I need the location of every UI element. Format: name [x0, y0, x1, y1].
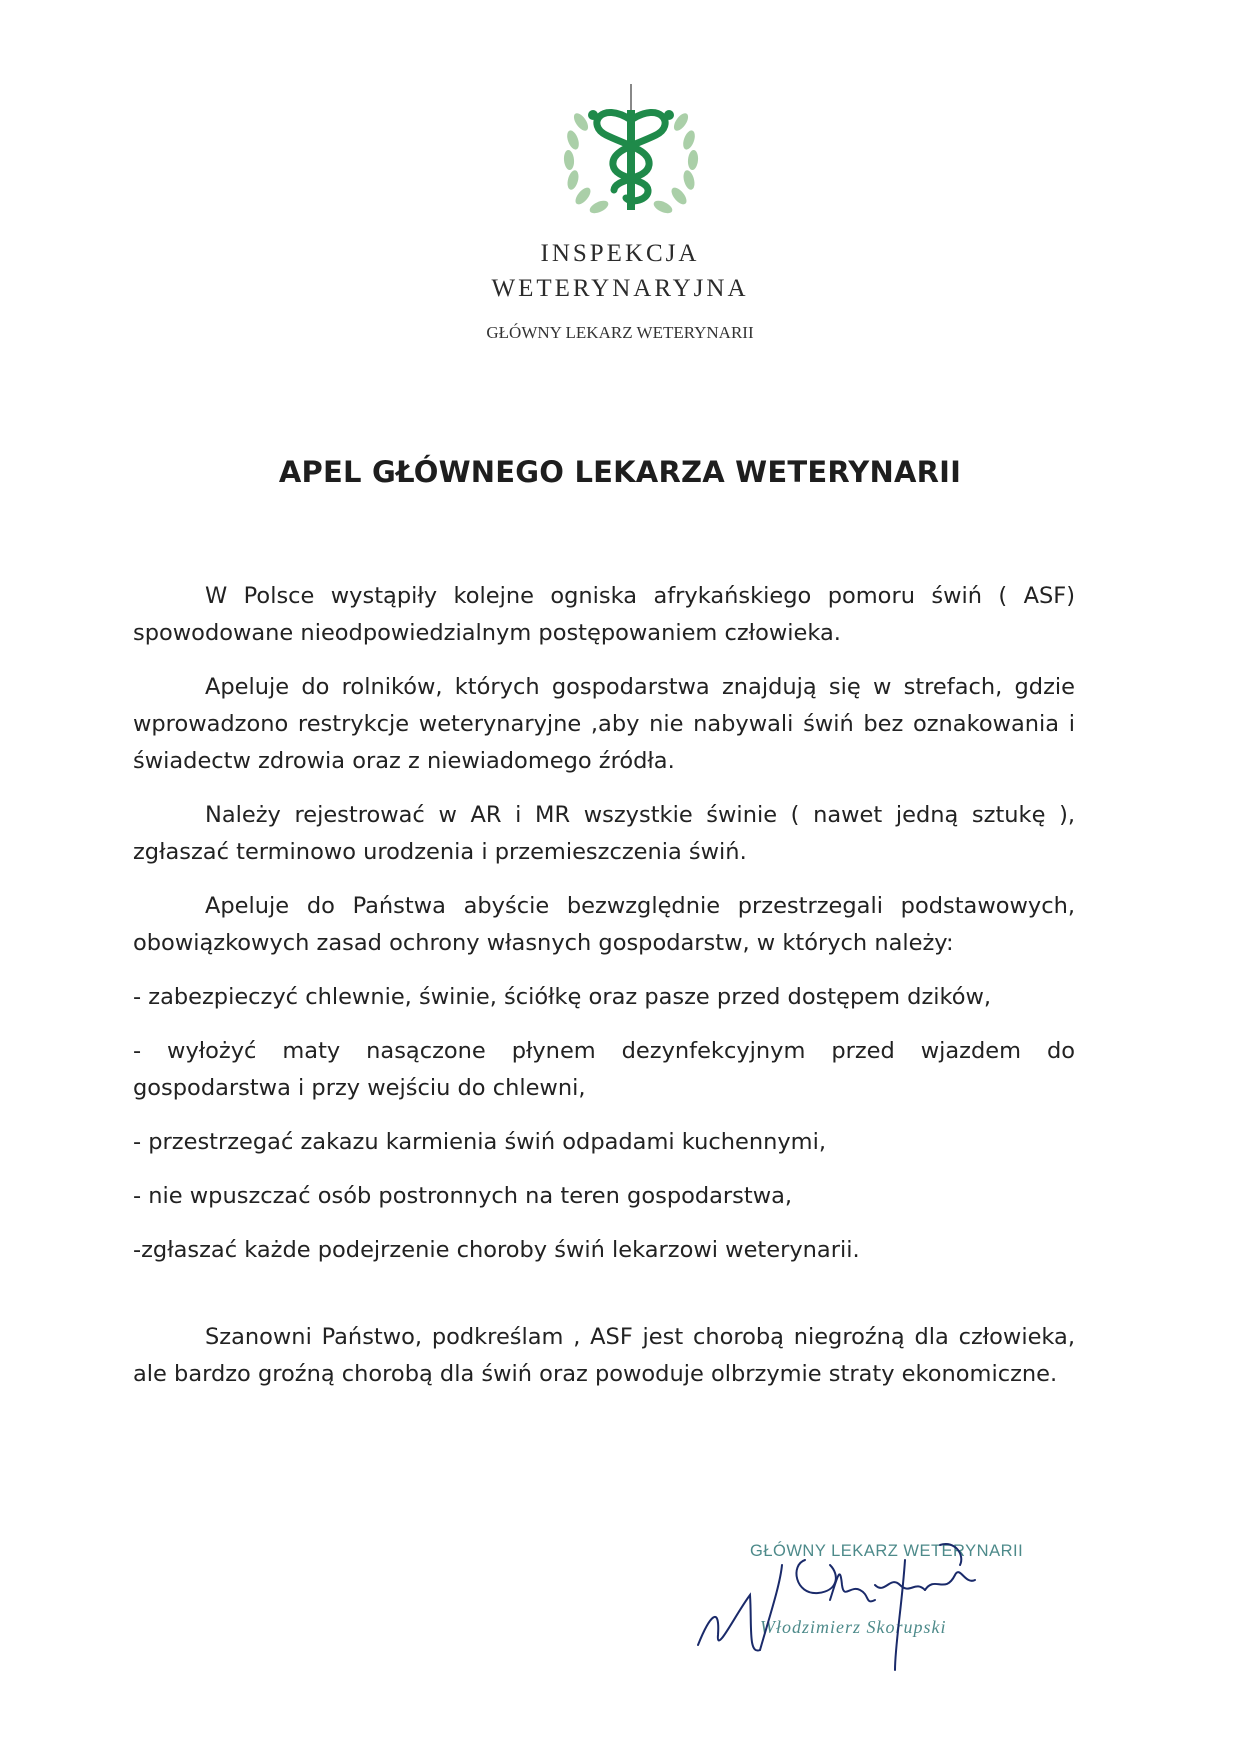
document-title: APEL GŁÓWNEGO LEKARZA WETERYNARII — [278, 455, 962, 489]
organization-name-line2: WETERYNARYJNA — [491, 275, 749, 302]
paragraph: W Polsce wystąpiły kolejne ogniska afrykańskiego pomoru świń ( ASF) spowodowane nieodpowiedzialnym postępowaniem człowieka. — [133, 583, 1075, 646]
caduceus-laurel-wreath-icon — [551, 80, 711, 220]
list-item: -zgłaszać każde podejrzenie choroby świń lekarzowi weterynarii. — [133, 1237, 860, 1263]
closing-paragraph: Szanowni Państwo, podkreślam , ASF jest chorobą niegroźną dla człowieka, ale bardzo groźną chorobą dla świń oraz powoduje olbrzymie straty ekonomiczne. — [133, 1324, 1075, 1387]
handwritten-signature — [690, 1505, 1070, 1675]
organization-name-line1: INSPEKCJA — [540, 240, 700, 267]
organization-name — [0, 236, 1240, 306]
document-body — [133, 578, 1075, 1410]
paragraph: Apeluje do Państwa abyście bezwzględnie przestrzegali podstawowych, obowiązkowych zasad ochrony własnych gospodarstw, w których należy: — [133, 893, 1075, 956]
organization-subtitle: GŁÓWNY LEKARZ WETERYNARII — [486, 323, 754, 342]
list-item: - zabezpieczyć chlewnie, świnie, ściółkę oraz pasze przed dostępem dzików, — [133, 984, 992, 1010]
list-item: - nie wpuszczać osób postronnych na teren gospodarstwa, — [133, 1183, 793, 1209]
signature-stamp — [690, 1505, 1070, 1675]
list-item: - wyłożyć maty nasączone płynem dezynfekcyjnym przed wjazdem do gospodarstwa i przy wejściu do chlewni, — [133, 1038, 1075, 1101]
list-item: - przestrzegać zakazu karmienia świń odpadami kuchennymi, — [133, 1129, 827, 1155]
stamp-title: GŁÓWNY LEKARZ WETERYNARII — [750, 1542, 1024, 1560]
paragraph: Apeluje do rolników, których gospodarstwa znajdują się w strefach, gdzie wprowadzono restrykcje weterynaryjne ,aby nie nabywali świń bez oznakowania i świadectw zdrowia oraz z niewiadomego źródła. — [133, 674, 1075, 774]
stamp-name: Włodzimierz Skorupski — [760, 1617, 947, 1637]
paragraph: Należy rejestrować w AR i MR wszystkie świnie ( nawet jedną sztukę ), zgłaszać terminowo urodzenia i przemieszczenia świń. — [133, 802, 1075, 865]
